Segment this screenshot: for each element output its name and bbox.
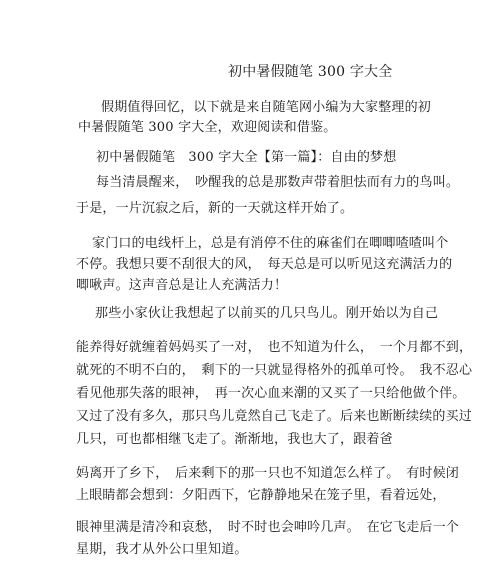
paragraph-line: 唧啾声。这声音总是让人充满活力！ (76, 278, 288, 293)
paragraph-line: 能养得好就缠着妈妈买了一对， 也不知道为什么， 一个月都不到， (76, 340, 473, 355)
paragraph-line: 每当清晨醒来， 吵醒我的总是那数声带着胆怯而有力的鸟叫。 (96, 175, 460, 190)
paragraph-line: 又过了没有多久，那只鸟儿竟然自己飞走了。后来也断断续续的买过 (76, 409, 473, 424)
paragraph-line: 那些小家伙让我想起了以前买的几只鸟儿。刚开始以为自己 (95, 306, 439, 321)
paragraph-line: 星期，我才从外公口里知道。 (76, 542, 248, 557)
paragraph-line: 不停。我想只要不刮很大的风， 每天总是可以听见这充满活力的 (76, 257, 453, 272)
paragraph-line: 眼神里满是清冷和哀愁， 时不时也会呻吟几声。 在它飞走后一个 (76, 520, 460, 535)
paragraph-line: 妈离开了乡下， 后来剩下的那一只也不知道怎么样了。 有时候闭 (76, 466, 460, 481)
intro-line: 中暑假随笔 300 字大全，欢迎阅读和借鉴。 (78, 120, 337, 135)
paragraph-line: 就死的不明不白的， 剩下的一只就显得格外的孤单可怜。 我不忍心 (76, 363, 473, 378)
paragraph-line: 几只，可也都相继飞走了。渐渐地，我也大了，跟着爸 (76, 432, 393, 447)
document-title: 初中暑假随笔 300 字大全 (228, 64, 393, 80)
paragraph-line: 上眼睛都会想到：夕阳西下，它静静地呆在笼子里，看着远处， (76, 488, 446, 503)
section-heading: 初中暑假随笔 300 字大全【第一篇】：自由的梦想 (96, 150, 397, 165)
paragraph-line: 看见他那失落的眼神， 再一次心血来潮的又买了一只给他做个伴。 (76, 386, 466, 401)
paragraph-line: 家门口的电线杆上，总是有消停不住的麻雀们在唧唧喳喳叫个 (92, 236, 449, 251)
paragraph-line: 于是，一片沉寂之后，新的一天就这样开始了。 (76, 201, 354, 216)
intro-line: 假期值得回忆，以下就是来自随笔网小编为大家整理的初 (101, 100, 432, 115)
